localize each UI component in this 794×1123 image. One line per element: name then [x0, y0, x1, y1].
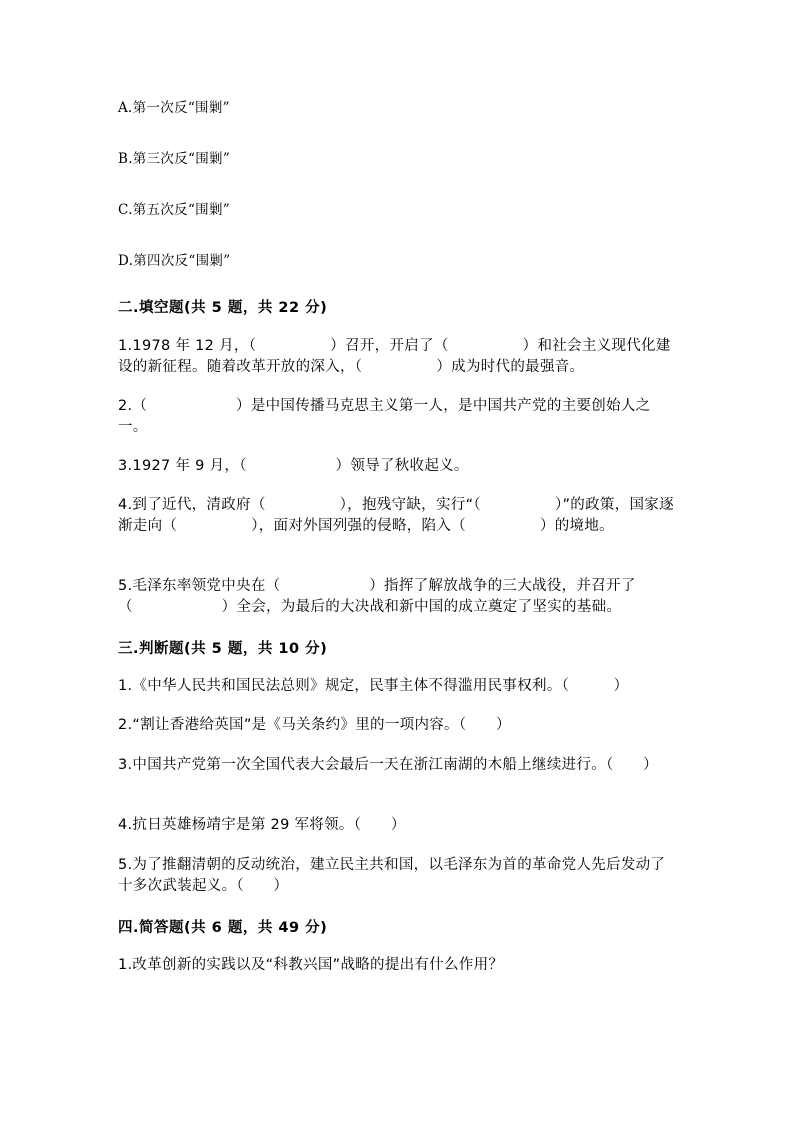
judge-question-1: 1.《中华人民共和国民法总则》规定，民事主体不得滥用民事权利。（ ） [118, 678, 629, 694]
judge-question-5: 5.为了推翻清朝的反动统治，建立民主共和国，以毛泽东为首的革命党人先后发动了十多次武装起义。（ ） [118, 857, 666, 894]
option-b: B.第三次反“围剿” [118, 151, 231, 167]
judge-question-4: 4.抗日英雄杨靖宇是第 29 军将领。（ ） [118, 817, 406, 833]
option-d: D.第四次反“围剿” [118, 253, 231, 269]
section-heading-short-answer: 四.简答题(共 6 题，共 49 分) [118, 920, 328, 936]
judge-question-3: 3.中国共产党第一次全国代表大会最后一天在浙江南湖的木船上继续进行。（ ） [118, 757, 658, 773]
fill-question-2: 2.（ ）是中国传播马克思主义第一人，是中国共产党的主要创始人之一。 [118, 398, 651, 435]
fill-question-3: 3.1927 年 9 月，（ ）领导了秋收起义。 [118, 458, 469, 474]
short-question-1: 1.改革创新的实践以及“科教兴国”战略的提出有什么作用？ [118, 957, 504, 973]
fill-question-1: 1.1978 年 12 月，（ ）召开，开启了（ ）和社会主义现代化建设的新征程。随着改革开放的深入，（ ）成为时代的最强音。 [118, 338, 671, 375]
option-c: C.第五次反“围剿” [118, 202, 230, 218]
judge-question-2: 2.“割让香港给英国”是《马关条约》里的一项内容。（ ） [118, 717, 511, 733]
section-heading-fill-in: 二.填空题(共 5 题，共 22 分) [118, 300, 328, 316]
fill-question-4: 4.到了近代，清政府（ ），抱残守缺，实行“（ ）”的政策，国家逐渐走向（ ），面对外国列强的侵略，陷入（ ）的境地。 [118, 497, 674, 534]
option-a: A.第一次反“围剿” [118, 100, 230, 116]
section-heading-true-false: 三.判断题(共 5 题，共 10 分) [118, 641, 328, 657]
fill-question-5: 5.毛泽东率领党中央在（ ）指挥了解放战争的三大战役，并召开了（ ）全会，为最后的大决战和新中国的成立奠定了坚实的基础。 [118, 578, 636, 615]
